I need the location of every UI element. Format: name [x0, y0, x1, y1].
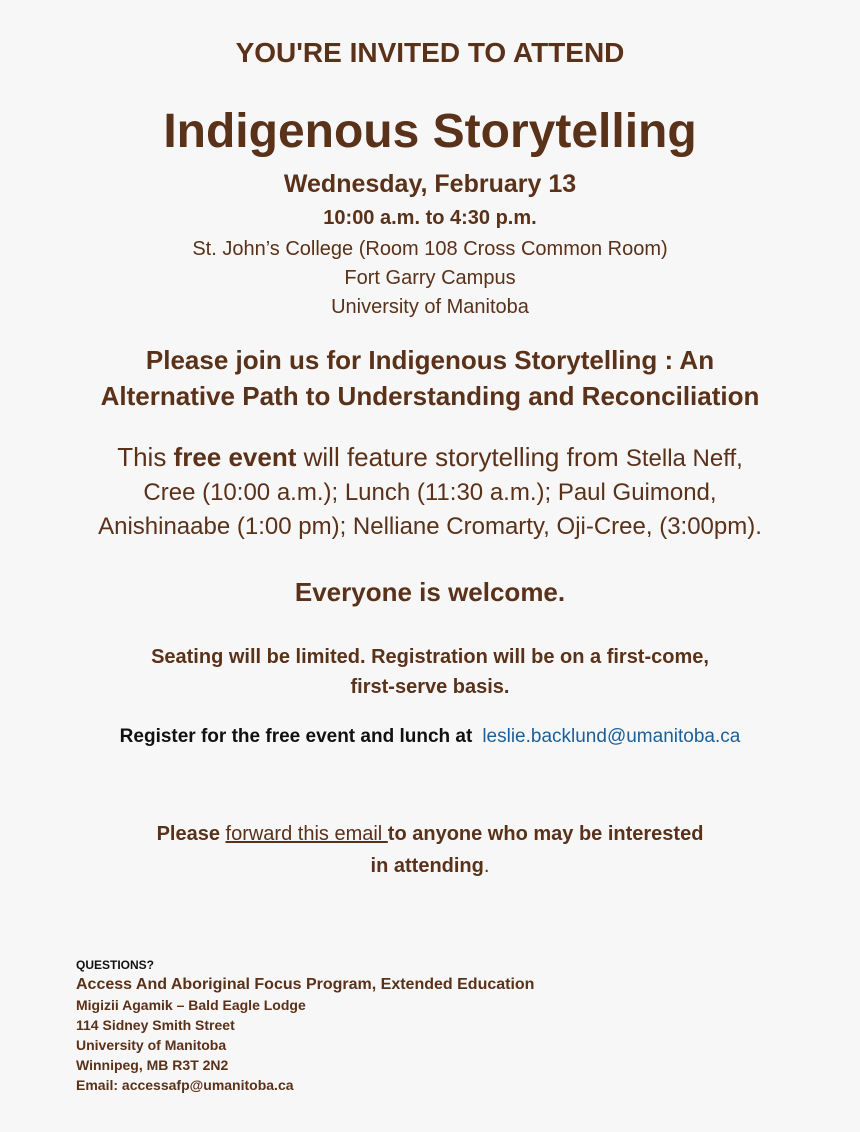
questions-heading: QUESTIONS? [76, 958, 155, 972]
invite-heading: YOU'RE INVITED TO ATTEND [235, 37, 625, 68]
event-time: 10:00 a.m. to 4:30 p.m. [323, 207, 537, 229]
forward-line-2 [0, 850, 860, 882]
contact-block [76, 955, 534, 1095]
seating-line-2: first-serve basis. [350, 676, 510, 698]
contact-university: University of Manitoba [76, 1037, 227, 1053]
join-line-2: Alternative Path to Understanding and Reconciliation [100, 381, 760, 411]
feature-description [0, 440, 860, 544]
event-venue [0, 235, 860, 322]
venue-university: University of Manitoba [331, 296, 529, 318]
feature-stella: Stella Neff, [625, 445, 743, 472]
feature-free-event: free event [173, 442, 297, 472]
event-date: Wednesday, February 13 [283, 170, 577, 198]
forward-email-link[interactable]: forward this email [225, 823, 388, 845]
register-email-link[interactable]: leslie.backlund@umanitoba.ca [482, 726, 741, 747]
join-line-1: Please join us for Indigenous Storytelling : An [145, 345, 715, 375]
contact-city: Winnipeg, MB R3T 2N2 [76, 1057, 229, 1073]
contact-lodge: Migizii Agamik – Bald Eagle Lodge [76, 997, 306, 1013]
venue-campus: Fort Garry Campus [344, 267, 516, 289]
forward-please: Please [156, 823, 226, 845]
feature-line-2: Cree (10:00 a.m.); Lunch (11:30 a.m.); Paul Guimond, [143, 479, 717, 506]
register-label: Register for the free event and lunch at [119, 726, 473, 747]
contact-street: 114 Sidney Smith Street [76, 1017, 235, 1033]
contact-program: Access And Aboriginal Focus Program, Extended Education [76, 976, 535, 993]
seating-notice [0, 642, 860, 702]
forward-attending: in attending [370, 855, 484, 877]
contact-email[interactable]: Email: accessafp@umanitoba.ca [76, 1077, 294, 1093]
forward-line-1 [0, 818, 860, 850]
forward-rest: to anyone who may be interested [387, 823, 704, 845]
event-title: Indigenous Storytelling [163, 105, 697, 158]
feature-this: This [117, 442, 174, 472]
feature-line-1 [0, 440, 860, 476]
venue-room: St. John’s College (Room 108 Cross Common Room) [192, 238, 668, 260]
register-line [0, 726, 860, 748]
welcome-message: Everyone is welcome. [294, 577, 566, 607]
forward-period: . [483, 855, 490, 877]
feature-will: will feature storytelling from [296, 442, 626, 472]
forward-request [0, 818, 860, 882]
feature-line-3: Anishinaabe (1:00 pm); Nelliane Cromarty, Oji-Cree, (3:00pm). [98, 513, 762, 540]
seating-line-1: Seating will be limited. Registration will be on a first-come, [151, 646, 709, 668]
join-invitation [0, 342, 860, 414]
